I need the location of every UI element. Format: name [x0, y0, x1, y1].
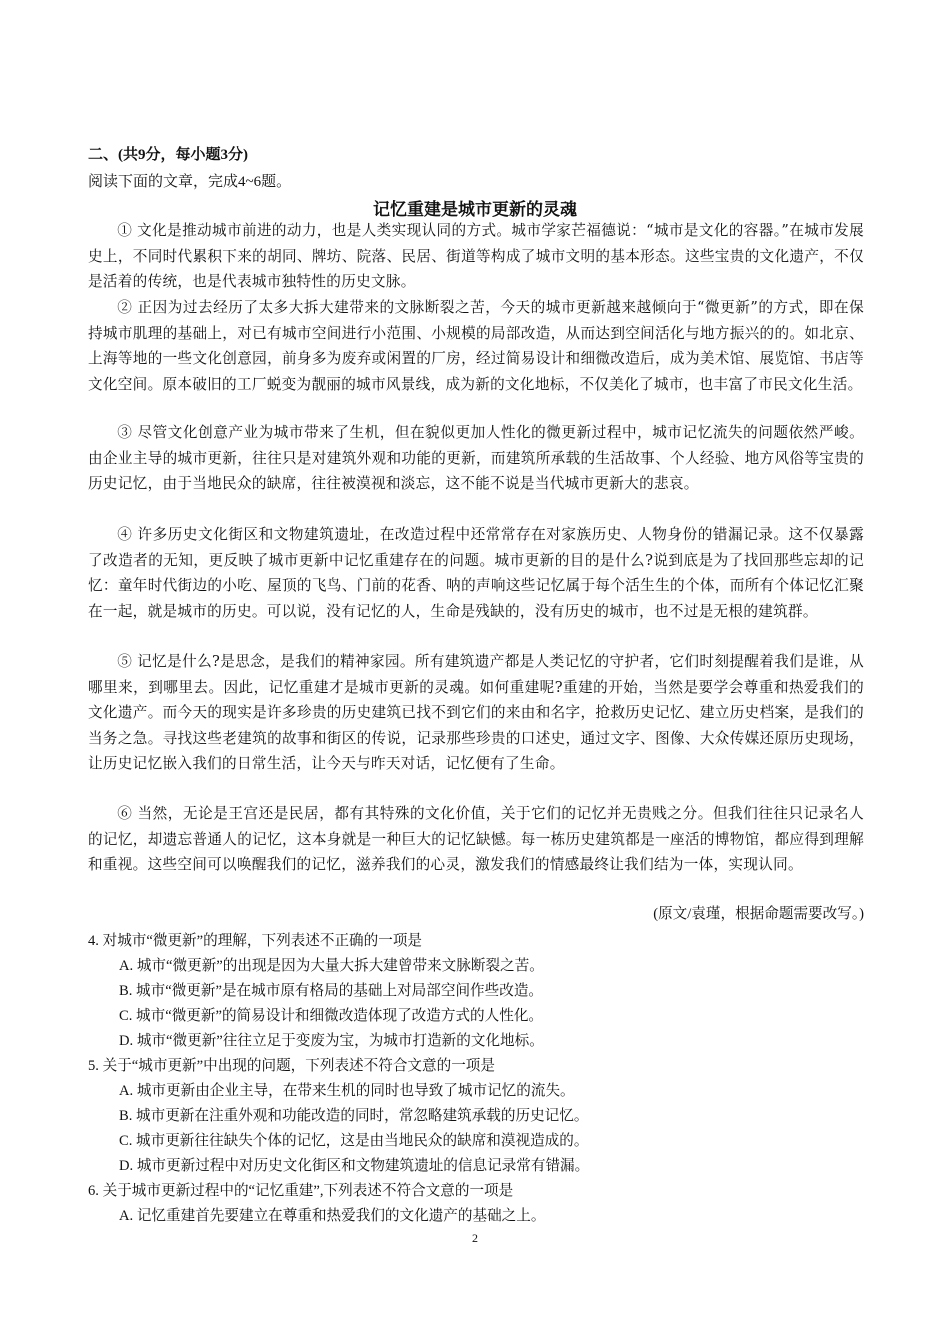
question-4-option-a: A. 城市“微更新”的出现是因为大量大拆大建曾带来文脉断裂之苦。	[119, 958, 544, 974]
question-4-option-b: B. 城市“微更新”是在城市原有格局的基础上对局部空间作些改造。	[119, 983, 544, 999]
question-5-option-a: A. 城市更新由企业主导，在带来生机的同时也导致了城市记忆的流失。	[119, 1083, 575, 1099]
paragraph-1: ① 文化是推动城市前进的动力，也是人类实现认同的方式。城市学家芒福德说：“城市是文化的容器。”在城市发展史上，不同时代累积下来的胡同、牌坊、院落、民居、街道等构成了城市文明的基本形态。这些宝贵的文化遗产，不仅是活着的传统，也是代表城市独特性的历史文脉。	[88, 222, 864, 290]
paragraph-6: ⑥ 当然，无论是王宫还是民居，都有其特殊的文化价值，关于它们的记忆并无贵贱之分。但我们往往只记录名人的记忆，却遗忘普通人的记忆，这本身就是一种巨大的记忆缺憾。每一栋历史建筑都是一座活的博物馆，都应得到理解和重视。这些空间可以唤醒我们的记忆，滋养我们的心灵，激发我们的情感最终让我们结为一体，实现认同。	[88, 805, 864, 873]
question-6-option-a: A. 记忆重建首先要建立在尊重和热爱我们的文化遗产的基础之上。	[119, 1208, 546, 1224]
instruction: 阅读下面的文章，完成4~6题。	[88, 174, 292, 190]
question-5-option-b: B. 城市更新在注重外观和功能改造的同时，常忽略建筑承载的历史记忆。	[119, 1108, 589, 1124]
paragraph-3: ③ 尽管文化创意产业为城市带来了生机，但在貌似更加人性化的微更新过程中，城市记忆流失的问题依然严峻。由企业主导的城市更新，往往只是对建筑外观和功能的更新，而建筑所承载的生活故事、个人经验、地方风俗等宝贵的历史记忆，由于当地民众的缺席，往往被漠视和淡忘，这不能不说是当代城市更新大的悲哀。	[88, 424, 864, 492]
question-5-option-d: D. 城市更新过程中对历史文化街区和文物建筑遗址的信息记录常有错漏。	[119, 1158, 590, 1174]
paragraph-4: ④ 许多历史文化街区和文物建筑遗址，在改造过程中还常常存在对家族历史、人物身份的错漏记录。这不仅暴露了改造者的无知，更反映了城市更新中记忆重建存在的问题。城市更新的目的是什么?说到底是为了找回那些忘却的记忆：童年时代街边的小吃、屋顶的飞鸟、门前的花香、呐的声响这些记忆属于每个活生生的个体，而所有个体记忆汇聚在一起，就是城市的历史。可以说，没有记忆的人，生命是残缺的，没有历史的城市，也不过是无根的建筑群。	[88, 526, 864, 620]
source-citation: (原文/袁瑾，根据命题需要改写。)	[653, 906, 864, 922]
question-6-stem: 6. 关于城市更新过程中的“记忆重建”,下列表述不符合文意的一项是	[88, 1183, 514, 1199]
paragraph-2: ② 正因为过去经历了太多大拆大建带来的文脉断裂之苦，今天的城市更新越来越倾向于“微更新”的方式，即在保持城市肌理的基础上，对已有城市空间进行小范围、小规模的局部改造，从而达到空间活化与地方振兴的的。如北京、上海等地的一些文化创意园，前身多为废弃或闲置的厂房，经过简易设计和细微改造后，成为美术馆、展览馆、书店等文化空间。原本破旧的工厂蜕变为靓丽的城市风景线，成为新的文化地标，不仅美化了城市，也丰富了市民文化生活。	[88, 299, 864, 393]
question-4-option-c: C. 城市“微更新”的简易设计和细微改造体现了改造方式的人性化。	[119, 1008, 544, 1024]
question-4-option-d: D. 城市“微更新”往往立足于变废为宝，为城市打造新的文化地标。	[119, 1033, 544, 1049]
paragraph-5: ⑤ 记忆是什么?是思念，是我们的精神家园。所有建筑遗产都是人类记忆的守护者，它们时刻提醒着我们是谁，从哪里来，到哪里去。因此，记忆重建才是城市更新的灵魂。如何重建呢?重建的开始，当然是要学会尊重和热爱我们的文化遗产。而今天的现实是许多珍贵的历史建筑已找不到它们的来由和名字，抢救历史记忆、建立历史档案，是我们的当务之急。寻找这些老建筑的故事和街区的传说，记录那些珍贵的口述史，通过文字、图像、大众传媒还原历史现场，让历史记忆嵌入我们的日常生活，让今天与昨天对话，记忆便有了生命。	[88, 653, 864, 772]
article-title: 记忆重建是城市更新的灵魂	[373, 200, 577, 219]
page-number: 2	[472, 1231, 478, 1245]
question-5-stem: 5. 关于“城市更新”中出现的问题，下列表述不符合文意的一项是	[88, 1058, 495, 1074]
question-4-stem: 4. 对城市“微更新”的理解，下列表述不正确的一项是	[88, 933, 423, 949]
question-5-option-c: C. 城市更新往往缺失个体的记忆，这是由当地民众的缺席和漠视造成的。	[119, 1133, 589, 1149]
section-title: 二、(共9分，每小题3分)	[88, 147, 248, 163]
